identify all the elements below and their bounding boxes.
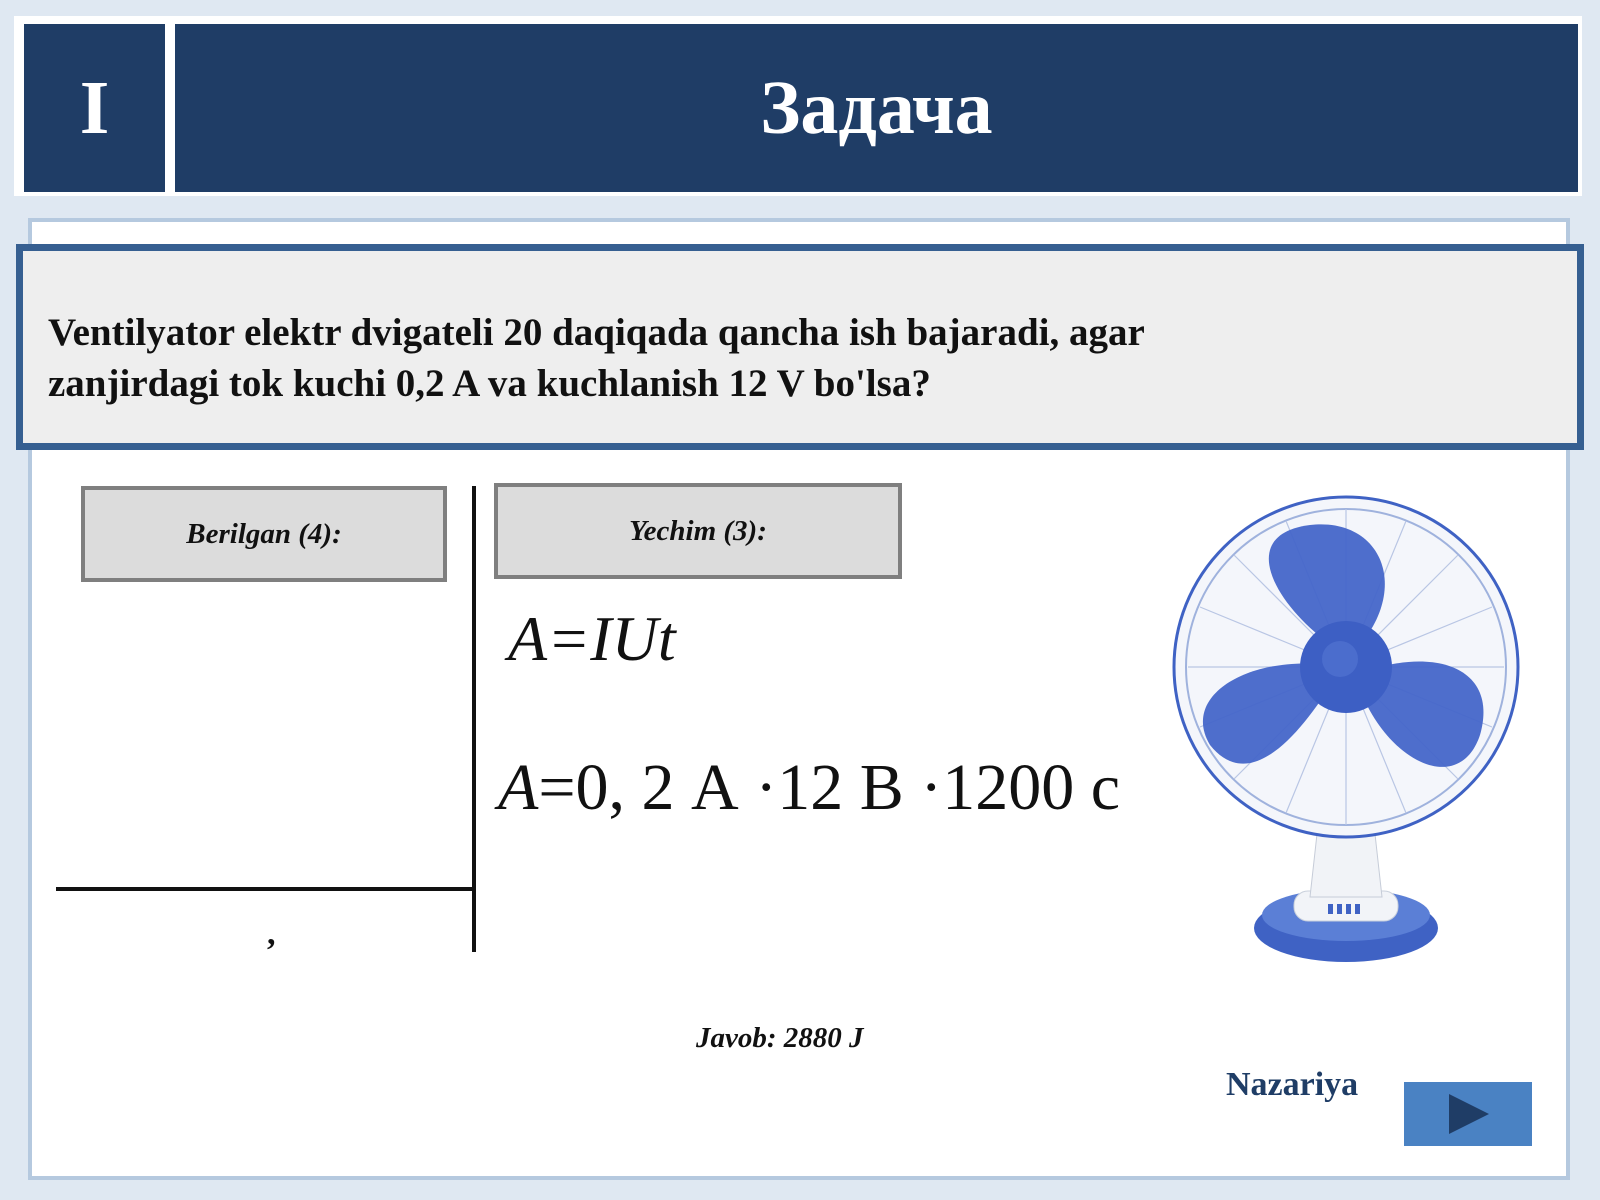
answer-text: Javob: 2880 J xyxy=(696,1022,864,1054)
problem-box xyxy=(16,244,1584,450)
slide-number: I xyxy=(24,24,165,192)
work-formula xyxy=(508,602,676,676)
given-label-box xyxy=(81,486,447,582)
desk-fan-icon xyxy=(1160,495,1532,977)
problem-line-2: zanjirdagi tok kuchi 0,2 A va kuchlanish 12 V bo'lsa? xyxy=(48,362,931,405)
given-divider-horizontal xyxy=(56,887,474,891)
slide-title: Задача xyxy=(175,24,1578,192)
theory-link[interactable]: Nazariya xyxy=(1226,1066,1359,1103)
given-label: Berilgan (4): xyxy=(186,517,342,550)
given-divider-vertical xyxy=(472,486,476,952)
play-arrow-icon xyxy=(1443,1092,1493,1136)
solution-label-box xyxy=(494,483,902,579)
work-calculation-rhs: =0, 2 А ·12 В ·1200 с xyxy=(538,751,1120,824)
problem-text xyxy=(48,307,1368,409)
work-formula-rhs: =IUt xyxy=(547,603,676,674)
problem-line-1: Ventilyator elektr dvigateli 20 daqiqada qancha ish bajaradi, agar xyxy=(48,311,1145,354)
work-formula-lhs: A xyxy=(508,603,548,674)
work-calculation-lhs: A xyxy=(498,751,539,824)
next-button[interactable] xyxy=(1404,1082,1532,1146)
given-comma: , xyxy=(267,915,276,952)
work-calculation xyxy=(498,750,1120,826)
solution-label: Yechim (3): xyxy=(629,514,767,547)
